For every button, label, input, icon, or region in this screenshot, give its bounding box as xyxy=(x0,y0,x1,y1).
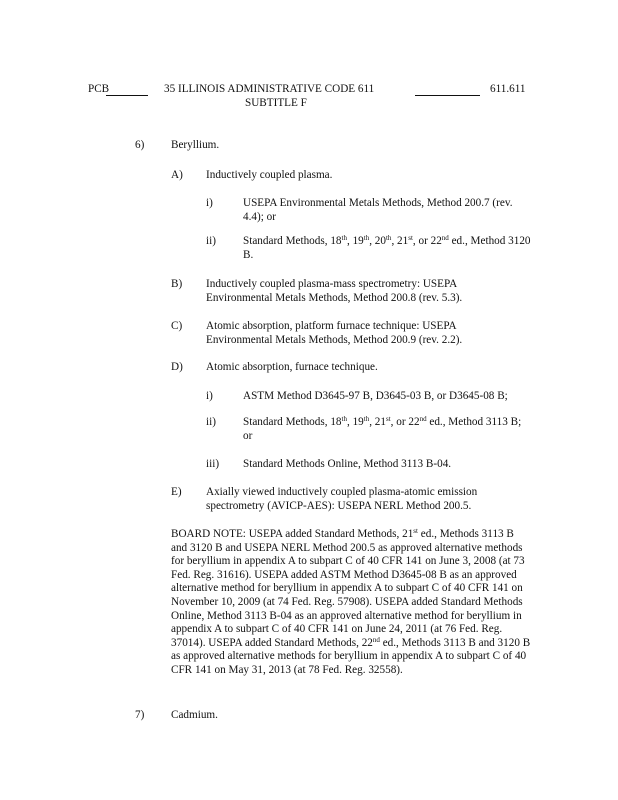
item-e-label: E) xyxy=(171,486,182,498)
item-a-i-text: USEPA Environmental Metals Methods, Method 200.7 (rev. 4.4); or xyxy=(243,197,513,223)
item-d-i-label: i) xyxy=(206,390,213,402)
section-7-title: Cadmium. xyxy=(171,709,218,721)
item-d-ii-label: ii) xyxy=(206,416,216,428)
header-agency: PCB xyxy=(88,83,110,95)
item-a-ii-label: ii) xyxy=(206,235,216,247)
header-rule-left xyxy=(106,95,148,96)
header-rule-right xyxy=(415,95,480,96)
item-d-iii-label: iii) xyxy=(206,458,220,470)
item-c-label: C) xyxy=(171,320,183,332)
section-7-number: 7) xyxy=(135,709,145,721)
item-b-text: Inductively coupled plasma-mass spectrometry: USEPA Environmental Metals Methods, Method 200.8 (rev. 5.3). xyxy=(206,278,463,304)
item-a-label: A) xyxy=(171,169,183,181)
item-c-text: Atomic absorption, platform furnace technique: USEPA Environmental Metals Methods, Method 200.9 (rev. 2.2). xyxy=(206,320,463,346)
section-6-number: 6) xyxy=(135,139,145,151)
board-note: BOARD NOTE: USEPA added Standard Methods, 21st ed., Methods 3113 B and 3120 B and USEPA NERL Method 200.5 as approved alternative methods for beryllium in appendix A to subpart C of 40 CFR 141 on June 3, 2008 (at 73 Fed. Reg. 31616). USEPA added ASTM Method D3645-08 B as an approved alternative method for beryllium in appendix A to subpart C of 40 CFR 141 on November 10, 2009 (at 74 Fed. Reg. 57908). USEPA added Standard Methods Online, Method 3113 B-04 as an approved alternative method for beryllium in appendix A to subpart C of 40 CFR 141 on June 24, 2011 (at 76 Fed. Reg. 37014). USEPA added Standard Methods, 22nd ed., Methods 3113 B and 3120 B as approved alternative methods for beryllium in appendix A to subpart C of 40 CFR 141 on May 31, 2013 (at 78 Fed. Reg. 32558). xyxy=(171,527,531,676)
item-d-iii-text: Standard Methods Online, Method 3113 B-04. xyxy=(243,458,452,470)
item-d-i-text: ASTM Method D3645-97 B, D3645-03 B, or D3645-08 B; xyxy=(243,390,508,402)
item-d-text: Atomic absorption, furnace technique. xyxy=(206,361,378,373)
item-d-label: D) xyxy=(171,361,183,373)
header-subtitle: SUBTITLE F xyxy=(245,97,307,109)
item-e-text: Axially viewed inductively coupled plasma-atomic emission spectrometry (AVICP-AES): USEPA NERL Method 200.5. xyxy=(206,486,478,512)
section-6-title: Beryllium. xyxy=(171,139,220,151)
header-section-number: 611.611 xyxy=(490,83,526,95)
item-b-label: B) xyxy=(171,278,183,290)
item-a-ii-text: Standard Methods, 18th, 19th, 20th, 21st, or 22nd ed., Method 3120 B. xyxy=(243,234,531,261)
item-a-i-label: i) xyxy=(206,197,213,209)
item-d-ii-text: Standard Methods, 18th, 19th, 21st, or 22nd ed., Method 3113 B; or xyxy=(243,415,522,442)
header-title: 35 ILLINOIS ADMINISTRATIVE CODE 611 xyxy=(164,83,375,95)
item-a-text: Inductively coupled plasma. xyxy=(206,169,333,181)
